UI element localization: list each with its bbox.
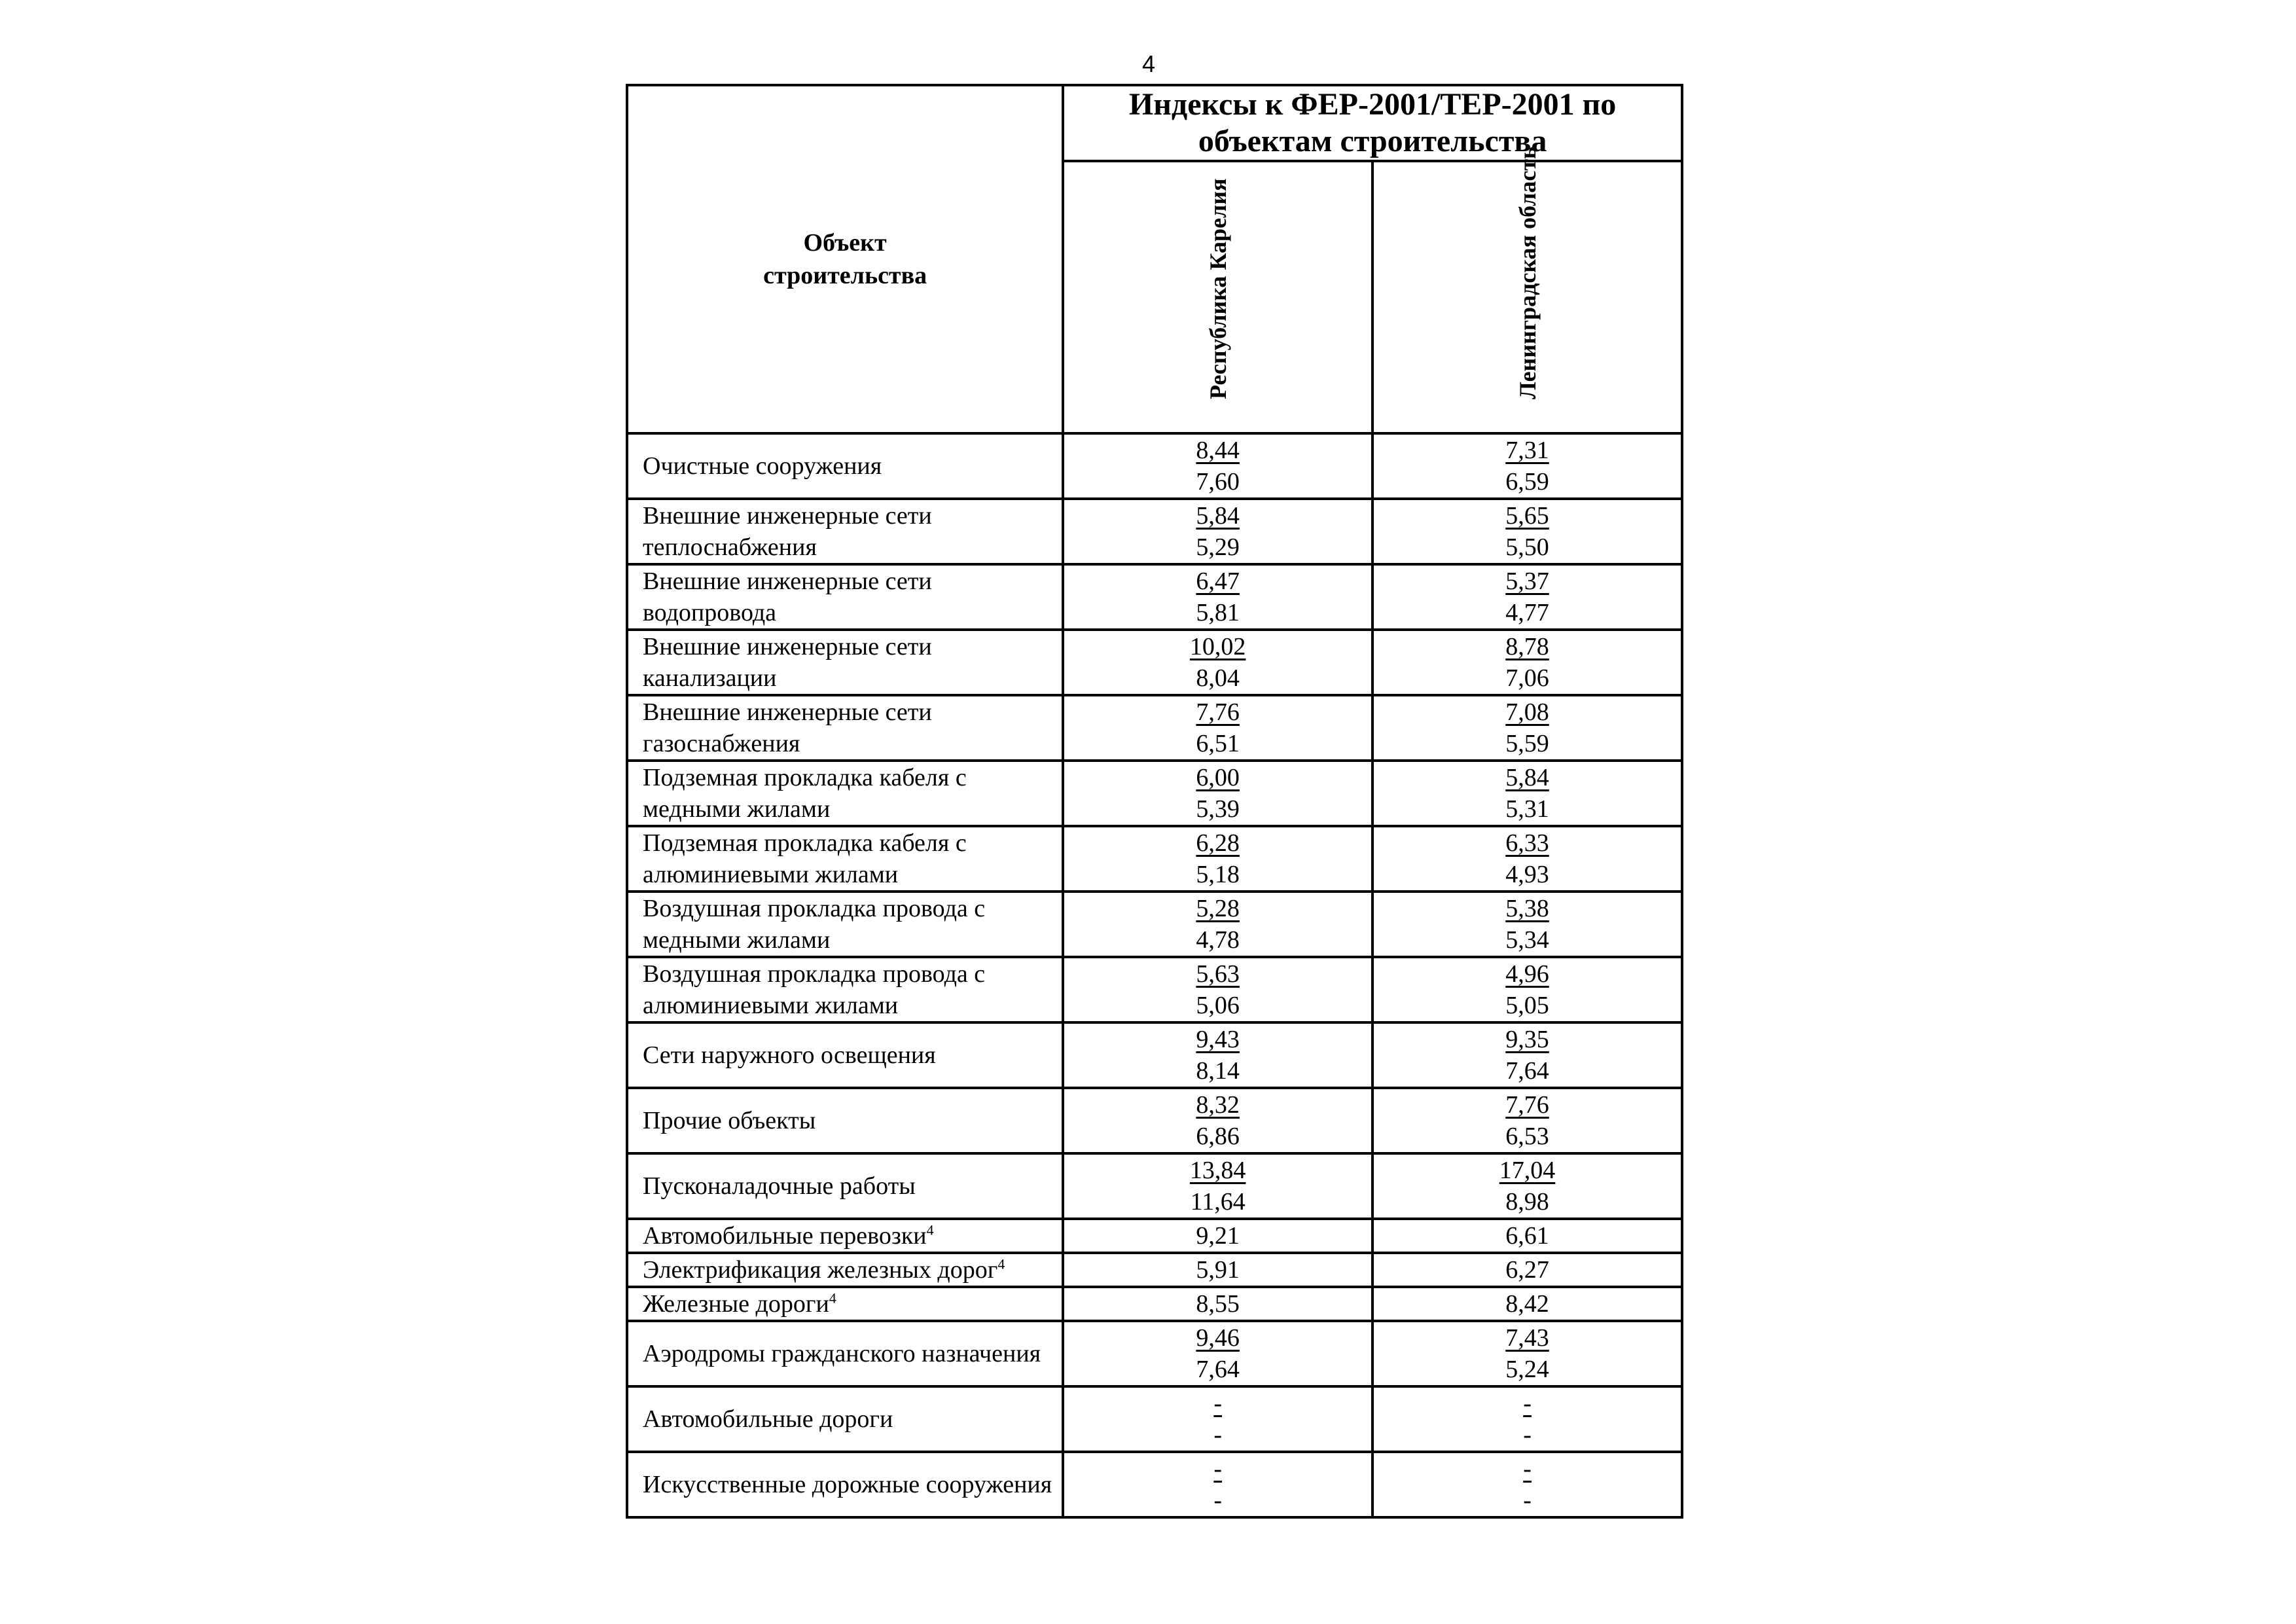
index-numerator: 9,35 bbox=[1505, 1026, 1549, 1053]
object-name: Пусконаладочные работы bbox=[643, 1172, 916, 1200]
value-cell-karelia bbox=[1063, 564, 1372, 630]
table-row bbox=[627, 1452, 1682, 1517]
table-row bbox=[627, 1287, 1682, 1321]
object-name-cell bbox=[627, 761, 1063, 826]
table-row bbox=[627, 499, 1682, 564]
index-numerator: 8,32 bbox=[1196, 1091, 1240, 1119]
index-numerator: 7,08 bbox=[1505, 698, 1549, 726]
index-numerator: 5,37 bbox=[1505, 568, 1549, 595]
index-denominator: 6,51 bbox=[1196, 730, 1240, 757]
object-name: Внешние инженерные сети канализации bbox=[643, 633, 932, 692]
index-denominator: - bbox=[1523, 1487, 1532, 1514]
table-row bbox=[627, 892, 1682, 957]
index-numerator: - bbox=[1213, 1390, 1222, 1417]
value-cell-karelia bbox=[1063, 499, 1372, 564]
index-denominator: 5,18 bbox=[1196, 861, 1240, 888]
value-cell-karelia bbox=[1063, 1153, 1372, 1219]
object-name: Внешние инженерные сети водопровода bbox=[643, 568, 932, 626]
value-cell-karelia bbox=[1063, 695, 1372, 761]
index-numerator: 7,76 bbox=[1196, 698, 1240, 726]
object-header-line1: Объект bbox=[803, 229, 887, 257]
value-cell-leningrad bbox=[1372, 433, 1682, 499]
index-fraction bbox=[1192, 1322, 1244, 1385]
value-cell-karelia bbox=[1063, 892, 1372, 957]
table-row bbox=[627, 1153, 1682, 1219]
object-name: Внешние инженерные сети теплоснабжения bbox=[643, 502, 932, 561]
value-cell-leningrad bbox=[1372, 1452, 1682, 1517]
object-name: Очистные сооружения bbox=[643, 452, 882, 480]
object-name: Подземная прокладка кабеля с алюминиевыми жилами bbox=[643, 829, 967, 888]
index-denominator: - bbox=[1213, 1421, 1222, 1449]
value-cell-karelia bbox=[1063, 957, 1372, 1022]
region-label-karelia: Республика Карелия bbox=[1204, 178, 1231, 399]
index-value: 9,21 bbox=[1196, 1222, 1240, 1250]
index-numerator: 6,00 bbox=[1196, 764, 1240, 791]
value-cell-leningrad bbox=[1372, 957, 1682, 1022]
index-fraction bbox=[1192, 958, 1244, 1021]
table-row bbox=[627, 1253, 1682, 1287]
table-row bbox=[627, 1321, 1682, 1386]
index-denominator: 11,64 bbox=[1190, 1188, 1246, 1216]
index-denominator: - bbox=[1213, 1487, 1222, 1514]
object-name: Автомобильные дороги bbox=[643, 1405, 893, 1433]
value-cell-leningrad bbox=[1372, 1219, 1682, 1253]
value-cell-leningrad bbox=[1372, 1253, 1682, 1287]
object-name-cell bbox=[627, 957, 1063, 1022]
object-name-cell bbox=[627, 564, 1063, 630]
index-fraction bbox=[1192, 500, 1244, 563]
index-denominator: 5,39 bbox=[1196, 795, 1240, 823]
object-name: Сети наружного освещения bbox=[643, 1041, 936, 1069]
index-fraction bbox=[1519, 1388, 1535, 1451]
value-cell-karelia bbox=[1063, 1452, 1372, 1517]
index-numerator: 10,02 bbox=[1189, 633, 1246, 660]
index-fraction bbox=[1501, 435, 1553, 497]
index-numerator: 8,44 bbox=[1196, 437, 1240, 464]
value-cell-karelia bbox=[1063, 1022, 1372, 1088]
object-name-cell bbox=[627, 1321, 1063, 1386]
object-name: Автомобильные перевозки bbox=[643, 1222, 927, 1250]
index-fraction bbox=[1210, 1388, 1226, 1451]
object-name-cell bbox=[627, 630, 1063, 695]
object-name-cell bbox=[627, 1153, 1063, 1219]
footnote-marker: 4 bbox=[997, 1255, 1005, 1272]
index-denominator: 7,64 bbox=[1196, 1356, 1240, 1383]
index-numerator: 13,84 bbox=[1189, 1157, 1246, 1184]
index-denominator: 5,34 bbox=[1505, 926, 1549, 954]
index-numerator: 9,46 bbox=[1196, 1324, 1240, 1352]
index-denominator: 7,64 bbox=[1505, 1057, 1549, 1085]
index-fraction bbox=[1210, 1453, 1226, 1516]
value-cell-karelia bbox=[1063, 630, 1372, 695]
index-value: 6,61 bbox=[1505, 1222, 1549, 1250]
value-cell-karelia bbox=[1063, 1219, 1372, 1253]
value-cell-leningrad bbox=[1372, 826, 1682, 892]
object-name: Железные дороги bbox=[643, 1290, 829, 1318]
value-cell-karelia bbox=[1063, 1088, 1372, 1153]
index-table bbox=[626, 84, 1683, 1519]
index-denominator: 6,53 bbox=[1505, 1123, 1549, 1150]
value-cell-karelia bbox=[1063, 826, 1372, 892]
object-name-cell bbox=[627, 499, 1063, 564]
index-denominator: 5,29 bbox=[1196, 533, 1240, 561]
index-denominator: 8,14 bbox=[1196, 1057, 1240, 1085]
index-numerator: 5,84 bbox=[1505, 764, 1549, 791]
table-row bbox=[627, 957, 1682, 1022]
index-numerator: 8,78 bbox=[1505, 633, 1549, 660]
value-cell-leningrad bbox=[1372, 761, 1682, 826]
index-fraction bbox=[1192, 566, 1244, 628]
group-header-line1: Индексы к ФЕР-2001/ТЕР-2001 по bbox=[1128, 87, 1617, 122]
index-numerator: 5,65 bbox=[1505, 502, 1549, 530]
index-numerator: 5,28 bbox=[1196, 895, 1240, 922]
value-cell-leningrad bbox=[1372, 1287, 1682, 1321]
index-fraction bbox=[1501, 1322, 1553, 1385]
index-fraction bbox=[1501, 958, 1553, 1021]
index-denominator: 5,50 bbox=[1505, 533, 1549, 561]
index-numerator: 7,43 bbox=[1505, 1324, 1549, 1352]
index-denominator: 5,24 bbox=[1505, 1356, 1549, 1383]
index-fraction bbox=[1501, 762, 1553, 825]
index-fraction bbox=[1186, 631, 1250, 694]
group-header-line2: объектам строительства bbox=[1198, 124, 1547, 158]
index-numerator: 7,31 bbox=[1505, 437, 1549, 464]
object-name: Подземная прокладка кабеля с медными жилами bbox=[643, 764, 967, 823]
object-name-cell bbox=[627, 1219, 1063, 1253]
index-denominator: 4,93 bbox=[1505, 861, 1549, 888]
index-fraction bbox=[1496, 1155, 1560, 1218]
value-cell-leningrad bbox=[1372, 630, 1682, 695]
index-numerator: 5,38 bbox=[1505, 895, 1549, 922]
table-row bbox=[627, 630, 1682, 695]
index-denominator: 6,59 bbox=[1505, 468, 1549, 496]
index-fraction bbox=[1192, 696, 1244, 759]
object-name: Воздушная прокладка провода с медными жилами bbox=[643, 895, 986, 954]
object-name: Искусственные дорожные сооружения bbox=[643, 1471, 1052, 1498]
value-cell-karelia bbox=[1063, 1386, 1372, 1452]
object-name-cell bbox=[627, 433, 1063, 499]
table-row bbox=[627, 1386, 1682, 1452]
object-column-header bbox=[627, 85, 1063, 433]
index-denominator: 4,77 bbox=[1505, 599, 1549, 626]
value-cell-leningrad bbox=[1372, 1386, 1682, 1452]
object-name: Электрификация железных дорог bbox=[643, 1256, 998, 1284]
index-fraction bbox=[1192, 762, 1244, 825]
index-fraction bbox=[1519, 1453, 1535, 1516]
object-name: Прочие объекты bbox=[643, 1107, 816, 1134]
value-cell-leningrad bbox=[1372, 1022, 1682, 1088]
index-numerator: 6,47 bbox=[1196, 568, 1240, 595]
object-header-line2: строительства bbox=[763, 262, 927, 289]
index-denominator: - bbox=[1523, 1421, 1532, 1449]
index-fraction bbox=[1501, 696, 1553, 759]
value-cell-karelia bbox=[1063, 761, 1372, 826]
table-row bbox=[627, 433, 1682, 499]
object-name-cell bbox=[627, 1287, 1063, 1321]
index-fraction bbox=[1501, 631, 1553, 694]
index-fraction bbox=[1501, 893, 1553, 956]
index-denominator: 5,31 bbox=[1505, 795, 1549, 823]
index-fraction bbox=[1501, 1089, 1553, 1152]
object-name-cell bbox=[627, 1386, 1063, 1452]
value-cell-leningrad bbox=[1372, 1153, 1682, 1219]
index-value: 8,55 bbox=[1196, 1290, 1240, 1318]
table-row bbox=[627, 761, 1682, 826]
object-name-cell bbox=[627, 695, 1063, 761]
object-name-cell bbox=[627, 1452, 1063, 1517]
index-denominator: 5,81 bbox=[1196, 599, 1240, 626]
index-fraction bbox=[1501, 827, 1553, 890]
index-denominator: 5,05 bbox=[1505, 992, 1549, 1019]
value-cell-karelia bbox=[1063, 1321, 1372, 1386]
region-header-karelia bbox=[1063, 161, 1372, 433]
table-row bbox=[627, 1088, 1682, 1153]
index-fraction bbox=[1192, 893, 1244, 956]
index-numerator: 6,28 bbox=[1196, 829, 1240, 857]
value-cell-leningrad bbox=[1372, 564, 1682, 630]
object-name-cell bbox=[627, 892, 1063, 957]
index-denominator: 6,86 bbox=[1196, 1123, 1240, 1150]
index-fraction bbox=[1501, 566, 1553, 628]
index-numerator: 7,76 bbox=[1505, 1091, 1549, 1119]
index-denominator: 5,59 bbox=[1505, 730, 1549, 757]
object-name: Внешние инженерные сети газоснабжения bbox=[643, 698, 932, 757]
index-numerator: 9,43 bbox=[1196, 1026, 1240, 1053]
index-fraction bbox=[1501, 500, 1553, 563]
index-denominator: 8,98 bbox=[1505, 1188, 1549, 1216]
table-body bbox=[627, 433, 1682, 1517]
index-fraction bbox=[1192, 1089, 1244, 1152]
region-header-leningrad bbox=[1372, 146, 1682, 433]
index-numerator: - bbox=[1523, 1390, 1532, 1417]
object-name-cell bbox=[627, 1088, 1063, 1153]
index-fraction bbox=[1192, 827, 1244, 890]
index-denominator: 4,78 bbox=[1196, 926, 1240, 954]
page-number: 4 bbox=[1141, 50, 1156, 77]
table-row bbox=[627, 695, 1682, 761]
index-fraction bbox=[1501, 1024, 1553, 1087]
value-cell-leningrad bbox=[1372, 695, 1682, 761]
index-numerator: 5,63 bbox=[1196, 960, 1240, 988]
index-fraction bbox=[1186, 1155, 1250, 1218]
table-row bbox=[627, 564, 1682, 630]
index-numerator: 6,33 bbox=[1505, 829, 1549, 857]
value-cell-leningrad bbox=[1372, 499, 1682, 564]
index-denominator: 5,06 bbox=[1196, 992, 1240, 1019]
index-value: 8,42 bbox=[1505, 1290, 1549, 1318]
value-cell-leningrad bbox=[1372, 1088, 1682, 1153]
value-cell-karelia bbox=[1063, 1253, 1372, 1287]
object-name: Аэродромы гражданского назначения bbox=[643, 1340, 1041, 1367]
value-cell-karelia bbox=[1063, 1287, 1372, 1321]
table-header bbox=[627, 85, 1682, 433]
table-row bbox=[627, 826, 1682, 892]
index-fraction bbox=[1192, 435, 1244, 497]
index-numerator: 4,96 bbox=[1505, 960, 1549, 988]
value-cell-karelia bbox=[1063, 433, 1372, 499]
index-denominator: 8,04 bbox=[1196, 664, 1240, 692]
index-value: 6,27 bbox=[1505, 1256, 1549, 1284]
object-name-cell bbox=[627, 1253, 1063, 1287]
object-name: Воздушная прокладка провода с алюминиевыми жилами bbox=[643, 960, 986, 1019]
object-name-cell bbox=[627, 1022, 1063, 1088]
index-numerator: 17,04 bbox=[1499, 1157, 1556, 1184]
footnote-marker: 4 bbox=[829, 1290, 836, 1307]
index-value: 5,91 bbox=[1196, 1256, 1240, 1284]
index-denominator: 7,60 bbox=[1196, 468, 1240, 496]
table-row bbox=[627, 1022, 1682, 1088]
object-name-cell bbox=[627, 826, 1063, 892]
table-row bbox=[627, 1219, 1682, 1253]
index-fraction bbox=[1192, 1024, 1244, 1087]
region-label-leningrad: Ленинградская область bbox=[1514, 146, 1541, 399]
value-cell-leningrad bbox=[1372, 892, 1682, 957]
footnote-marker: 4 bbox=[926, 1221, 934, 1238]
indices-group-header bbox=[1063, 85, 1682, 161]
index-numerator: - bbox=[1213, 1455, 1222, 1483]
index-numerator: 5,84 bbox=[1196, 502, 1240, 530]
value-cell-leningrad bbox=[1372, 1321, 1682, 1386]
index-denominator: 7,06 bbox=[1505, 664, 1549, 692]
index-numerator: - bbox=[1523, 1455, 1532, 1483]
